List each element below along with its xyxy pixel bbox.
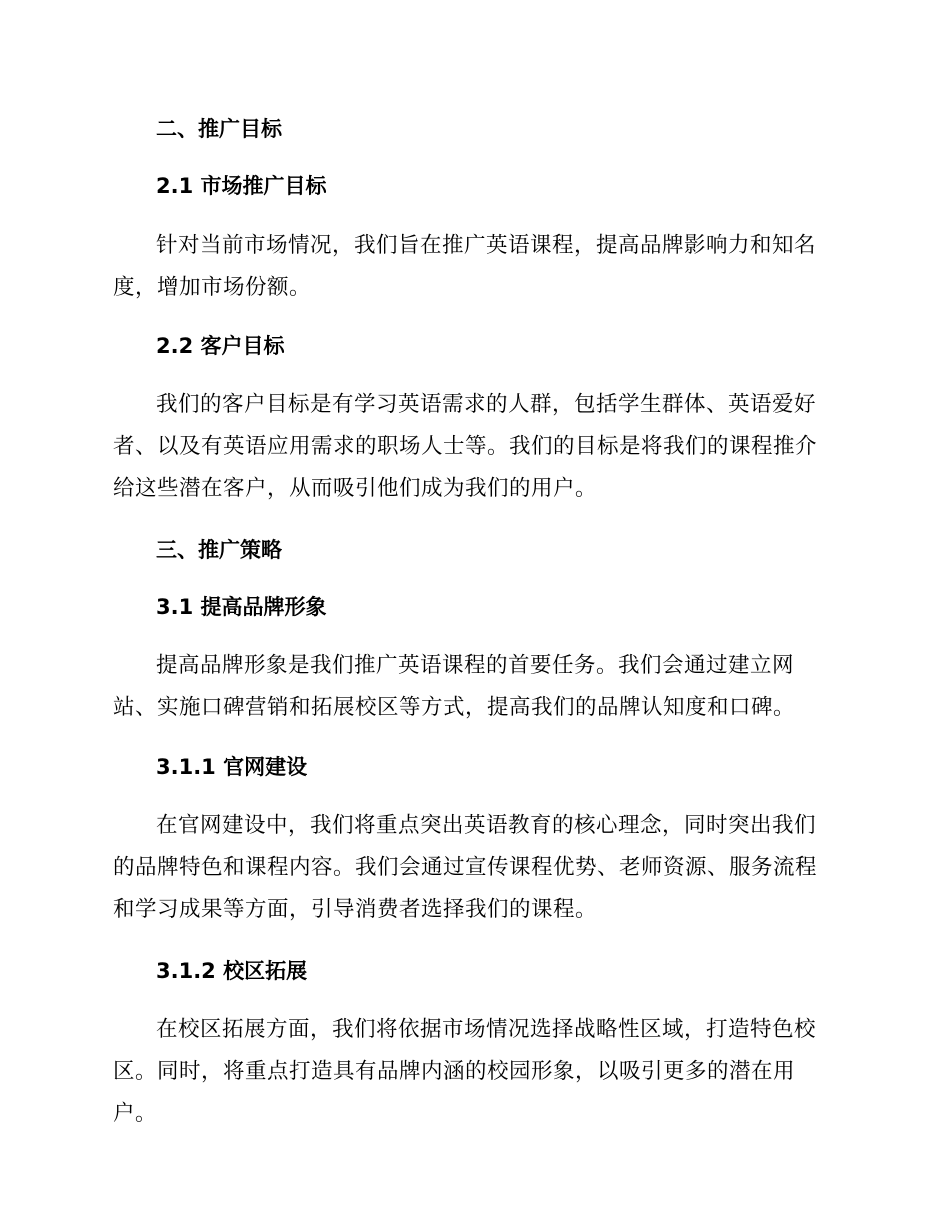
para-website: 在官网建设中，我们将重点突出英语教育的核心理念，同时突出我们的品牌特色和课程内容。我们会通过宣传课程优势、老师资源、服务流程和学习成果等方面，引导消费者选择我们的课程。 [113, 813, 818, 922]
para-brand-image: 提高品牌形象是我们推广英语课程的首要任务。我们会通过建立网站、实施口碑营销和拓展校区等方式，提高我们的品牌认知度和口碑。 [113, 653, 796, 720]
heading-market-goal: 2.1 市场推广目标 [156, 174, 327, 198]
heading-website: 3.1.1 官网建设 [156, 755, 308, 779]
para-market-goal: 针对当前市场情况，我们旨在推广英语课程，提高品牌影响力和知名度，增加市场份额。 [113, 233, 817, 300]
heading-campus: 3.1.2 校区拓展 [156, 959, 308, 983]
heading-promotion-strategy: 三、推广策略 [156, 538, 282, 562]
heading-customer-goal: 2.2 客户目标 [156, 334, 285, 358]
heading-promotion-goals: 二、推广目标 [156, 117, 282, 141]
para-customer-goal: 我们的客户目标是有学习英语需求的人群，包括学生群体、英语爱好者、以及有英语应用需求的职场人士等。我们的目标是将我们的课程推介给这些潜在客户，从而吸引他们成为我们的用户。 [113, 392, 818, 501]
para-campus: 在校区拓展方面，我们将依据市场情况选择战略性区域，打造特色校区。同时，将重点打造具有品牌内涵的校园形象，以吸引更多的潜在用户。 [113, 1017, 817, 1126]
heading-brand-image: 3.1 提高品牌形象 [156, 595, 327, 619]
